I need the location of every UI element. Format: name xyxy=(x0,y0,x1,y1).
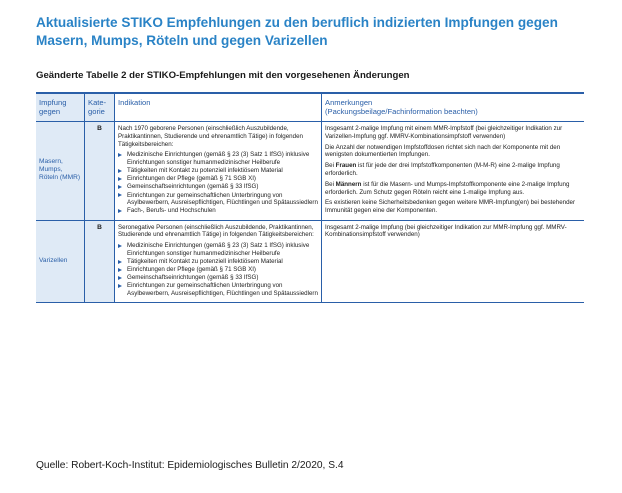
table-row xyxy=(36,122,584,221)
header-notes-subtitle: (Packungsbeilage/Fachinformation beachten) xyxy=(325,107,478,116)
triangle-right-icon xyxy=(118,193,122,197)
stiko-table xyxy=(36,92,584,303)
indication-item xyxy=(118,151,318,167)
indication-item xyxy=(118,207,318,215)
indication-item xyxy=(118,167,318,175)
table-header xyxy=(36,93,584,122)
indication-item-text: Einrichtungen zur gemeinschaftlichen Unterbringung von Asylbewerbern, Ausreisepflichtigen, Flüchtlingen und Spätaussiedlern xyxy=(127,282,318,298)
indication-item xyxy=(118,183,318,191)
emphasis: Männern xyxy=(335,180,362,188)
indication-cell xyxy=(115,122,322,221)
header-notes xyxy=(322,93,585,122)
indication-list xyxy=(118,151,318,215)
indication-item xyxy=(118,242,318,258)
category-cell: B xyxy=(85,122,115,221)
indication-list xyxy=(118,242,318,298)
note-paragraph: Bei Männern ist für die Masern- und Mumps-Impfstoffkomponente eine 2-malige Impfung erforderlich. Zum Schutz gegen Röteln reicht eine 1-malige Impfung aus. xyxy=(325,180,570,196)
note-paragraph: Bei Frauen ist für jede der drei Impfstoffkomponenten (M-M-R) eine 2-malige Impfung erforderlich. xyxy=(325,162,560,177)
indication-item xyxy=(118,192,318,208)
note-paragraph: Es existieren keine Sicherheitsbedenken gegen weitere MMR-Impfung(en) bei bestehender Immunität gegen eine der Komponenten. xyxy=(325,199,576,215)
indication-item-text: Tätigkeiten mit Kontakt zu potenziell infektiösem Material xyxy=(127,167,283,175)
indication-item xyxy=(118,274,318,282)
triangle-right-icon xyxy=(118,169,122,173)
vaccination-cell: Varizellen xyxy=(36,220,85,303)
indication-item-text: Tätigkeiten mit Kontakt zu potenziell infektiösem Material xyxy=(127,258,283,266)
indication-intro: Nach 1970 geborene Personen (einschließlich Auszubildende, Praktikantinnen, Studierende und ehrenamtlich Tätige) in folgenden Tätigkeitsbereichen: xyxy=(118,125,303,148)
triangle-right-icon xyxy=(118,276,122,280)
indication-item xyxy=(118,266,318,274)
header-vaccination: Impfung gegen xyxy=(36,93,85,122)
triangle-right-icon xyxy=(118,244,122,248)
indication-item-text: Gemeinschaftseinrichtungen (gemäß § 33 IfSG) xyxy=(127,274,259,282)
indication-cell xyxy=(115,220,322,303)
indication-item-text: Medizinische Einrichtungen (gemäß § 23 (3) Satz 1 IfSG) inklusive Einrichtungen sonstiger humanmedizinischer Heilberufe xyxy=(127,242,310,257)
header-notes-title: Anmerkungen xyxy=(325,98,373,107)
notes-cell xyxy=(322,220,585,303)
note-paragraph: Die Anzahl der notwendigen Impfstoffdosen richtet sich nach der Komponente mit den wenigsten dokumentierten Impfungen. xyxy=(325,143,561,159)
triangle-right-icon xyxy=(118,260,122,264)
emphasis: Frauen xyxy=(335,162,357,170)
page-title: Aktualisierte STIKO Empfehlungen zu den beruflich indizierten Impfungen gegen Masern, Mumps, Röteln und gegen Varizellen xyxy=(36,15,558,48)
category-cell: B xyxy=(85,220,115,303)
indication-item xyxy=(118,258,318,266)
indication-item-text: Einrichtungen der Pflege (gemäß § 71 SGB XI) xyxy=(127,175,256,183)
indication-item-text: Medizinische Einrichtungen (gemäß § 23 (3) Satz 1 IfSG) inklusive Einrichtungen sonstiger humanmedizinischer Heilberufe xyxy=(127,151,310,167)
triangle-right-icon xyxy=(118,284,122,288)
triangle-right-icon xyxy=(118,177,122,181)
indication-item-text: Einrichtungen der Pflege (gemäß § 71 SGB XI) xyxy=(127,266,256,274)
indication-item-text: Einrichtungen zur gemeinschaftlichen Unterbringung von Asylbewerbern, Ausreisepflichtigen, Flüchtlingen und Spätaussiedlern xyxy=(127,191,318,207)
header-indication: Indikation xyxy=(115,93,322,122)
indication-item xyxy=(118,175,318,183)
note-paragraph: Insgesamt 2-malige Impfung (bei gleichzeitiger Indikation zur MMR-Impfung ggf. MMRV-Kombinationsimpfstoff verwenden) xyxy=(325,223,567,239)
header-category: Kate-gorie xyxy=(85,93,115,122)
indication-item xyxy=(118,282,318,298)
table-caption: Geänderte Tabelle 2 der STIKO-Empfehlungen mit den vorgesehenen Änderungen xyxy=(36,70,410,81)
triangle-right-icon xyxy=(118,268,122,272)
indication-intro: Seronegative Personen (einschließlich Auszubildende, Praktikantinnen, Studierende und ehrenamtlich Tätige) in folgenden Tätigkeitsbereichen: xyxy=(118,223,314,239)
triangle-right-icon xyxy=(118,185,122,189)
notes-cell xyxy=(322,122,585,221)
table-body xyxy=(36,122,584,303)
indication-item-text: Gemeinschaftseinrichtungen (gemäß § 33 IfSG) xyxy=(127,183,259,191)
table-row xyxy=(36,220,584,303)
triangle-right-icon xyxy=(118,153,122,157)
triangle-right-icon xyxy=(118,209,122,213)
indication-item-text: Fach-, Berufs- und Hochschulen xyxy=(127,207,216,215)
vaccination-cell: Masern, Mumps, Röteln (MMR) xyxy=(36,122,85,221)
note-paragraph: Insgesamt 2-malige Impfung mit einem MMR-Impfstoff (bei gleichzeitiger Indikation zur Varizellen-Impfung ggf. MMRV-Kombinationsimpfstoff verwenden) xyxy=(325,125,563,140)
source-citation: Quelle: Robert-Koch-Institut: Epidemiologisches Bulletin 2/2020, S.4 xyxy=(36,460,344,471)
